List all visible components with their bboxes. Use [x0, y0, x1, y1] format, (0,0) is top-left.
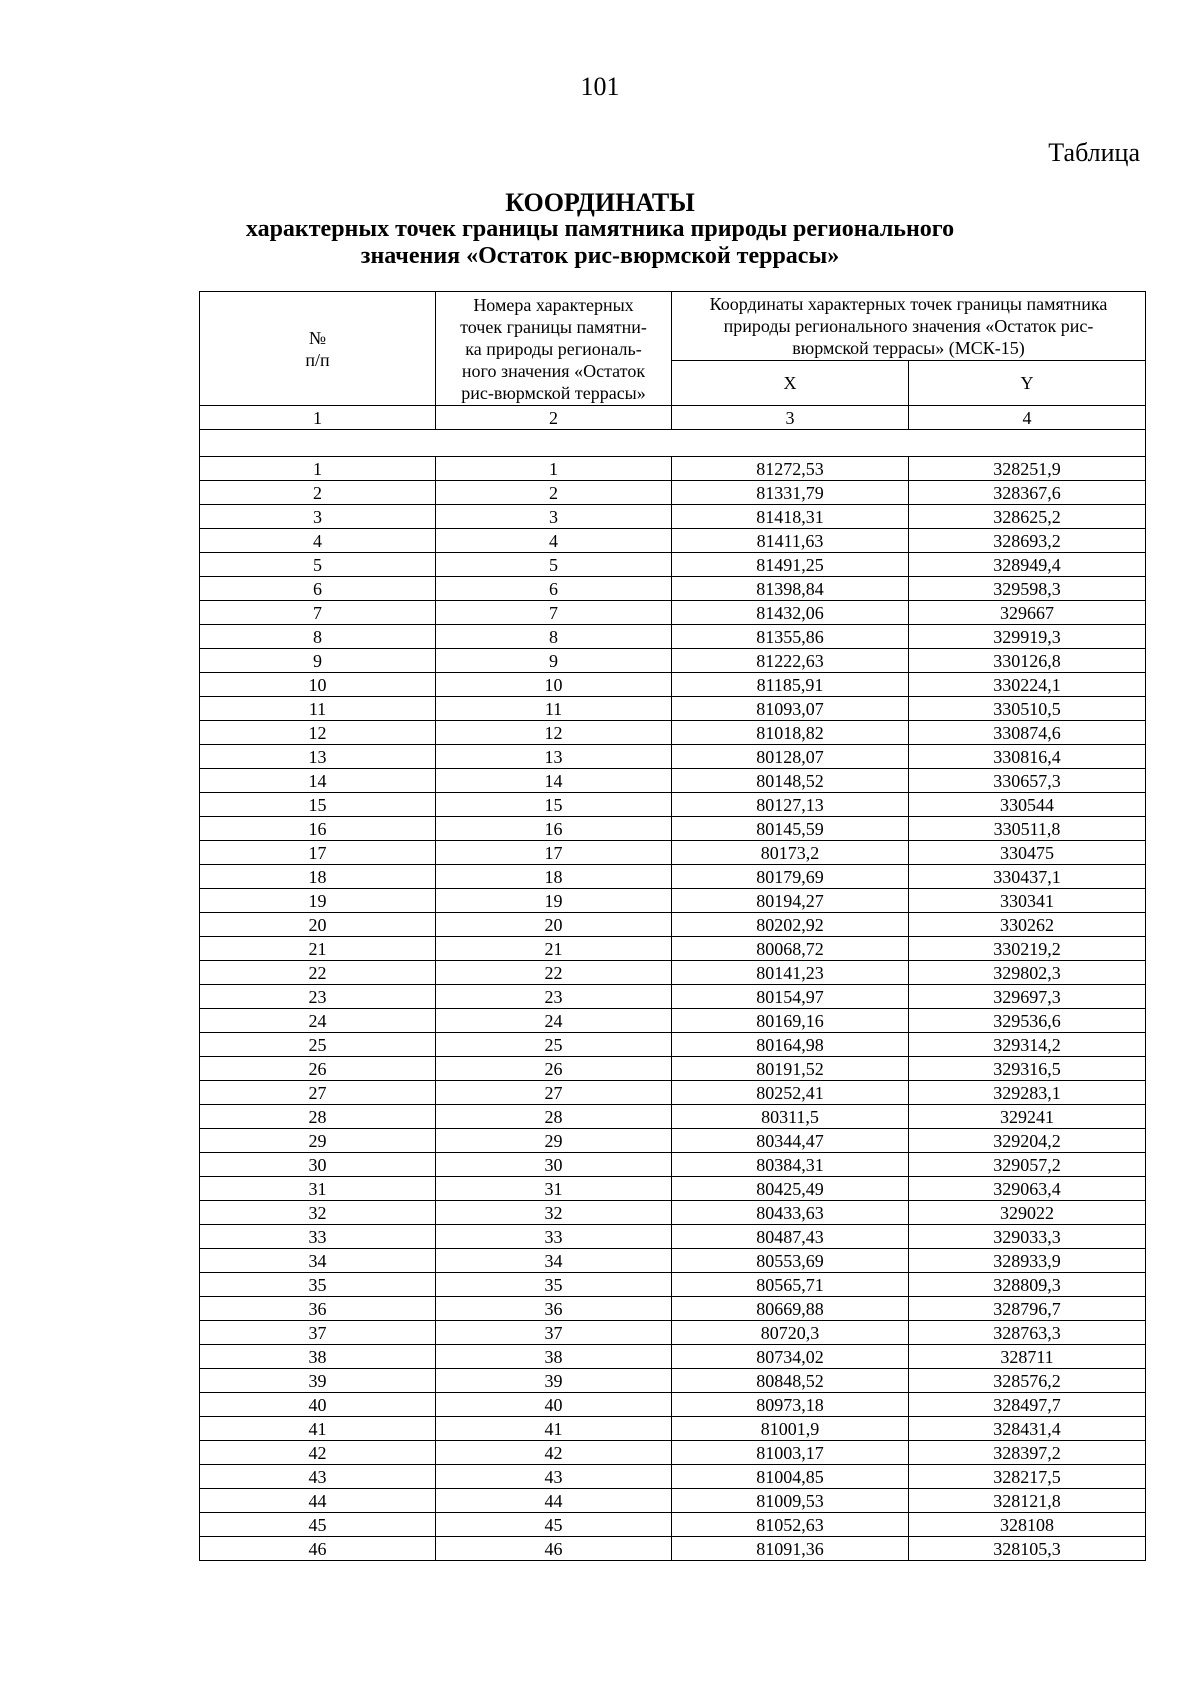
table-row — [200, 913, 1146, 937]
table-row — [200, 1489, 1146, 1513]
cell-y: 328397,2 — [909, 1441, 1146, 1465]
cell-y: 329667 — [909, 601, 1146, 625]
cell-y: 329241 — [909, 1105, 1146, 1129]
cell-x: 81091,36 — [672, 1537, 909, 1561]
cell-x: 81018,82 — [672, 721, 909, 745]
cell-point: 26 — [436, 1057, 672, 1081]
cell-number: 36 — [200, 1297, 436, 1321]
cell-number: 43 — [200, 1465, 436, 1489]
cell-number: 9 — [200, 649, 436, 673]
cell-point: 34 — [436, 1249, 672, 1273]
cell-y: 328108 — [909, 1513, 1146, 1537]
cell-number: 21 — [200, 937, 436, 961]
cell-point: 29 — [436, 1129, 672, 1153]
cell-x: 80148,52 — [672, 769, 909, 793]
cell-y: 329033,3 — [909, 1225, 1146, 1249]
cell-number: 12 — [200, 721, 436, 745]
cell-number: 33 — [200, 1225, 436, 1249]
cell-number: 14 — [200, 769, 436, 793]
cell-number: 10 — [200, 673, 436, 697]
cell-y: 329919,3 — [909, 625, 1146, 649]
cell-x: 81432,06 — [672, 601, 909, 625]
cell-y: 329536,6 — [909, 1009, 1146, 1033]
cell-y: 329063,4 — [909, 1177, 1146, 1201]
cell-point: 3 — [436, 505, 672, 529]
cell-y: 329598,3 — [909, 577, 1146, 601]
cell-point: 16 — [436, 817, 672, 841]
cell-y: 328711 — [909, 1345, 1146, 1369]
cell-point: 28 — [436, 1105, 672, 1129]
table-row — [200, 1129, 1146, 1153]
cell-y: 328576,2 — [909, 1369, 1146, 1393]
table-row — [200, 769, 1146, 793]
cell-y: 328796,7 — [909, 1297, 1146, 1321]
cell-point: 40 — [436, 1393, 672, 1417]
cell-x: 81052,63 — [672, 1513, 909, 1537]
cell-x: 81003,17 — [672, 1441, 909, 1465]
title-main: КООРДИНАТЫ — [505, 188, 695, 217]
column-index-row — [200, 406, 1146, 430]
cell-number: 6 — [200, 577, 436, 601]
header-coordinates-group: Координаты характерных точек границы памятника природы регионального значения «Остаток рис- вюрмской террасы» (МСК-15) — [672, 292, 1146, 361]
cell-point: 5 — [436, 553, 672, 577]
title-line-1: характерных точек границы памятника природы регионального — [245, 216, 955, 242]
header-number: № п/п — [200, 292, 436, 406]
cell-x: 81411,63 — [672, 529, 909, 553]
cell-number: 28 — [200, 1105, 436, 1129]
table-body — [200, 406, 1146, 1561]
cell-number: 25 — [200, 1033, 436, 1057]
cell-y: 328431,4 — [909, 1417, 1146, 1441]
cell-point: 2 — [436, 481, 672, 505]
cell-number: 42 — [200, 1441, 436, 1465]
cell-y: 329697,3 — [909, 985, 1146, 1009]
table-row — [200, 529, 1146, 553]
cell-number: 18 — [200, 865, 436, 889]
cell-point: 32 — [436, 1201, 672, 1225]
cell-x: 80068,72 — [672, 937, 909, 961]
cell-point: 22 — [436, 961, 672, 985]
cell-number: 15 — [200, 793, 436, 817]
cell-point: 19 — [436, 889, 672, 913]
cell-point: 44 — [436, 1489, 672, 1513]
cell-point: 21 — [436, 937, 672, 961]
cell-point: 27 — [436, 1081, 672, 1105]
cell-number: 30 — [200, 1153, 436, 1177]
cell-y: 330126,8 — [909, 649, 1146, 673]
cell-y: 328809,3 — [909, 1273, 1146, 1297]
cell-number: 37 — [200, 1321, 436, 1345]
cell-point: 31 — [436, 1177, 672, 1201]
cell-y: 329314,2 — [909, 1033, 1146, 1057]
table-row — [200, 1201, 1146, 1225]
cell-point: 25 — [436, 1033, 672, 1057]
table-row — [200, 481, 1146, 505]
table-row — [200, 1009, 1146, 1033]
header-x: X — [672, 361, 909, 406]
cell-number: 38 — [200, 1345, 436, 1369]
cell-number: 22 — [200, 961, 436, 985]
cell-number: 19 — [200, 889, 436, 913]
cell-number: 3 — [200, 505, 436, 529]
cell-number: 20 — [200, 913, 436, 937]
cell-x: 80344,47 — [672, 1129, 909, 1153]
cell-point: 41 — [436, 1417, 672, 1441]
table-row — [200, 1225, 1146, 1249]
table-row — [200, 817, 1146, 841]
table-row — [200, 1537, 1146, 1561]
cell-y: 328763,3 — [909, 1321, 1146, 1345]
cell-point: 17 — [436, 841, 672, 865]
header-y: Y — [909, 361, 1146, 406]
cell-number: 34 — [200, 1249, 436, 1273]
cell-x: 80669,88 — [672, 1297, 909, 1321]
cell-number: 2 — [200, 481, 436, 505]
cell-x: 80311,5 — [672, 1105, 909, 1129]
cell-x: 81418,31 — [672, 505, 909, 529]
cell-x: 80252,41 — [672, 1081, 909, 1105]
cell-y: 330510,5 — [909, 697, 1146, 721]
cell-point: 10 — [436, 673, 672, 697]
cell-y: 330874,6 — [909, 721, 1146, 745]
cell-number: 26 — [200, 1057, 436, 1081]
table-row — [200, 577, 1146, 601]
cell-y: 330262 — [909, 913, 1146, 937]
table-row — [200, 553, 1146, 577]
cell-number: 27 — [200, 1081, 436, 1105]
cell-y: 328497,7 — [909, 1393, 1146, 1417]
document-title — [0, 190, 1200, 270]
cell-y: 328693,2 — [909, 529, 1146, 553]
cell-point: 38 — [436, 1345, 672, 1369]
cell-number: 1 — [200, 457, 436, 481]
table-row — [200, 457, 1146, 481]
cell-y: 328367,6 — [909, 481, 1146, 505]
cell-point: 4 — [436, 529, 672, 553]
cell-number: 41 — [200, 1417, 436, 1441]
table-row — [200, 505, 1146, 529]
cell-point: 37 — [436, 1321, 672, 1345]
table-row — [200, 1249, 1146, 1273]
cell-point: 45 — [436, 1513, 672, 1537]
table-row — [200, 937, 1146, 961]
cell-x: 81398,84 — [672, 577, 909, 601]
cell-point: 9 — [436, 649, 672, 673]
cell-point: 43 — [436, 1465, 672, 1489]
table-row — [200, 1033, 1146, 1057]
cell-point: 14 — [436, 769, 672, 793]
table-row — [200, 673, 1146, 697]
table-row — [200, 961, 1146, 985]
cell-point: 15 — [436, 793, 672, 817]
cell-y: 328121,8 — [909, 1489, 1146, 1513]
title-line-2: значения «Остаток рис-вюрмской террасы» — [360, 243, 840, 269]
table-row — [200, 697, 1146, 721]
table-row — [200, 625, 1146, 649]
cell-number: 46 — [200, 1537, 436, 1561]
cell-x: 80433,63 — [672, 1201, 909, 1225]
cell-point: 1 — [436, 457, 672, 481]
page-number: 101 — [580, 72, 620, 101]
cell-x: 80173,2 — [672, 841, 909, 865]
cell-number: 29 — [200, 1129, 436, 1153]
cell-y: 330816,4 — [909, 745, 1146, 769]
cell-y: 330657,3 — [909, 769, 1146, 793]
cell-y: 330475 — [909, 841, 1146, 865]
cell-x: 81491,25 — [672, 553, 909, 577]
cell-x: 81185,91 — [672, 673, 909, 697]
cell-point: 6 — [436, 577, 672, 601]
cell-y: 330341 — [909, 889, 1146, 913]
table-row — [200, 1273, 1146, 1297]
table-row — [200, 841, 1146, 865]
cell-y: 329283,1 — [909, 1081, 1146, 1105]
cell-y: 329802,3 — [909, 961, 1146, 985]
cell-y: 328105,3 — [909, 1537, 1146, 1561]
cell-x: 81004,85 — [672, 1465, 909, 1489]
cell-x: 80720,3 — [672, 1321, 909, 1345]
cell-y: 329316,5 — [909, 1057, 1146, 1081]
cell-y: 328625,2 — [909, 505, 1146, 529]
cell-number: 40 — [200, 1393, 436, 1417]
cell-number: 35 — [200, 1273, 436, 1297]
cell-number: 11 — [200, 697, 436, 721]
cell-x: 81009,53 — [672, 1489, 909, 1513]
cell-point: 36 — [436, 1297, 672, 1321]
cell-number: 4 — [200, 529, 436, 553]
cell-x: 81331,79 — [672, 481, 909, 505]
table-row — [200, 721, 1146, 745]
cell-x: 80202,92 — [672, 913, 909, 937]
cell-x: 80127,13 — [672, 793, 909, 817]
cell-x: 80384,31 — [672, 1153, 909, 1177]
cell-x: 80154,97 — [672, 985, 909, 1009]
cell-number: 17 — [200, 841, 436, 865]
column-index: 4 — [909, 406, 1146, 430]
table-row — [200, 1297, 1146, 1321]
column-index: 1 — [200, 406, 436, 430]
cell-number: 44 — [200, 1489, 436, 1513]
cell-x: 81093,07 — [672, 697, 909, 721]
cell-number: 39 — [200, 1369, 436, 1393]
cell-x: 80553,69 — [672, 1249, 909, 1273]
table-row — [200, 1465, 1146, 1489]
table-row — [200, 1369, 1146, 1393]
cell-number: 31 — [200, 1177, 436, 1201]
blank-cell — [200, 430, 1146, 457]
cell-point: 46 — [436, 1537, 672, 1561]
table-row — [200, 601, 1146, 625]
cell-number: 16 — [200, 817, 436, 841]
cell-y: 330437,1 — [909, 865, 1146, 889]
cell-point: 24 — [436, 1009, 672, 1033]
table-row — [200, 793, 1146, 817]
cell-number: 7 — [200, 601, 436, 625]
cell-x: 80973,18 — [672, 1393, 909, 1417]
cell-y: 330511,8 — [909, 817, 1146, 841]
cell-point: 18 — [436, 865, 672, 889]
column-index: 3 — [672, 406, 909, 430]
cell-x: 80145,59 — [672, 817, 909, 841]
cell-point: 42 — [436, 1441, 672, 1465]
cell-point: 8 — [436, 625, 672, 649]
cell-x: 80191,52 — [672, 1057, 909, 1081]
cell-number: 8 — [200, 625, 436, 649]
cell-number: 24 — [200, 1009, 436, 1033]
table-row — [200, 1153, 1146, 1177]
table-row — [200, 865, 1146, 889]
cell-x: 80169,16 — [672, 1009, 909, 1033]
cell-y: 329022 — [909, 1201, 1146, 1225]
cell-x: 80194,27 — [672, 889, 909, 913]
cell-point: 39 — [436, 1369, 672, 1393]
table-row — [200, 1345, 1146, 1369]
table-row — [200, 1513, 1146, 1537]
column-index: 2 — [436, 406, 672, 430]
table-row — [200, 1177, 1146, 1201]
cell-x: 80565,71 — [672, 1273, 909, 1297]
cell-y: 330219,2 — [909, 937, 1146, 961]
cell-y: 328217,5 — [909, 1465, 1146, 1489]
cell-x: 81355,86 — [672, 625, 909, 649]
table-row — [200, 985, 1146, 1009]
cell-number: 5 — [200, 553, 436, 577]
cell-point: 7 — [436, 601, 672, 625]
table-row — [200, 1105, 1146, 1129]
cell-point: 35 — [436, 1273, 672, 1297]
cell-x: 80425,49 — [672, 1177, 909, 1201]
cell-point: 12 — [436, 721, 672, 745]
table-row — [200, 1321, 1146, 1345]
cell-x: 80128,07 — [672, 745, 909, 769]
cell-x: 81001,9 — [672, 1417, 909, 1441]
table-row — [200, 1393, 1146, 1417]
cell-x: 81272,53 — [672, 457, 909, 481]
cell-y: 328251,9 — [909, 457, 1146, 481]
cell-y: 330544 — [909, 793, 1146, 817]
cell-number: 13 — [200, 745, 436, 769]
table-row — [200, 745, 1146, 769]
table-row — [200, 1081, 1146, 1105]
cell-y: 329057,2 — [909, 1153, 1146, 1177]
cell-x: 80141,23 — [672, 961, 909, 985]
table-row — [200, 1441, 1146, 1465]
cell-point: 33 — [436, 1225, 672, 1249]
coordinates-table — [199, 291, 1146, 1561]
cell-x: 80164,98 — [672, 1033, 909, 1057]
table-caption: Таблица — [1048, 138, 1140, 167]
table-row — [200, 649, 1146, 673]
blank-row — [200, 430, 1146, 457]
table-row — [200, 889, 1146, 913]
cell-point: 23 — [436, 985, 672, 1009]
cell-y: 330224,1 — [909, 673, 1146, 697]
cell-x: 81222,63 — [672, 649, 909, 673]
cell-point: 11 — [436, 697, 672, 721]
header-point-number: Номера характерных точек границы памятни- ка природы региональ- ного значения «Остаток рис-вюрмской террасы» — [436, 292, 672, 406]
cell-number: 32 — [200, 1201, 436, 1225]
cell-x: 80734,02 — [672, 1345, 909, 1369]
cell-y: 328949,4 — [909, 553, 1146, 577]
cell-y: 329204,2 — [909, 1129, 1146, 1153]
cell-point: 30 — [436, 1153, 672, 1177]
cell-y: 328933,9 — [909, 1249, 1146, 1273]
cell-x: 80848,52 — [672, 1369, 909, 1393]
cell-number: 45 — [200, 1513, 436, 1537]
cell-point: 13 — [436, 745, 672, 769]
cell-x: 80487,43 — [672, 1225, 909, 1249]
cell-x: 80179,69 — [672, 865, 909, 889]
table-row — [200, 1057, 1146, 1081]
cell-number: 23 — [200, 985, 436, 1009]
cell-point: 20 — [436, 913, 672, 937]
table-row — [200, 1417, 1146, 1441]
